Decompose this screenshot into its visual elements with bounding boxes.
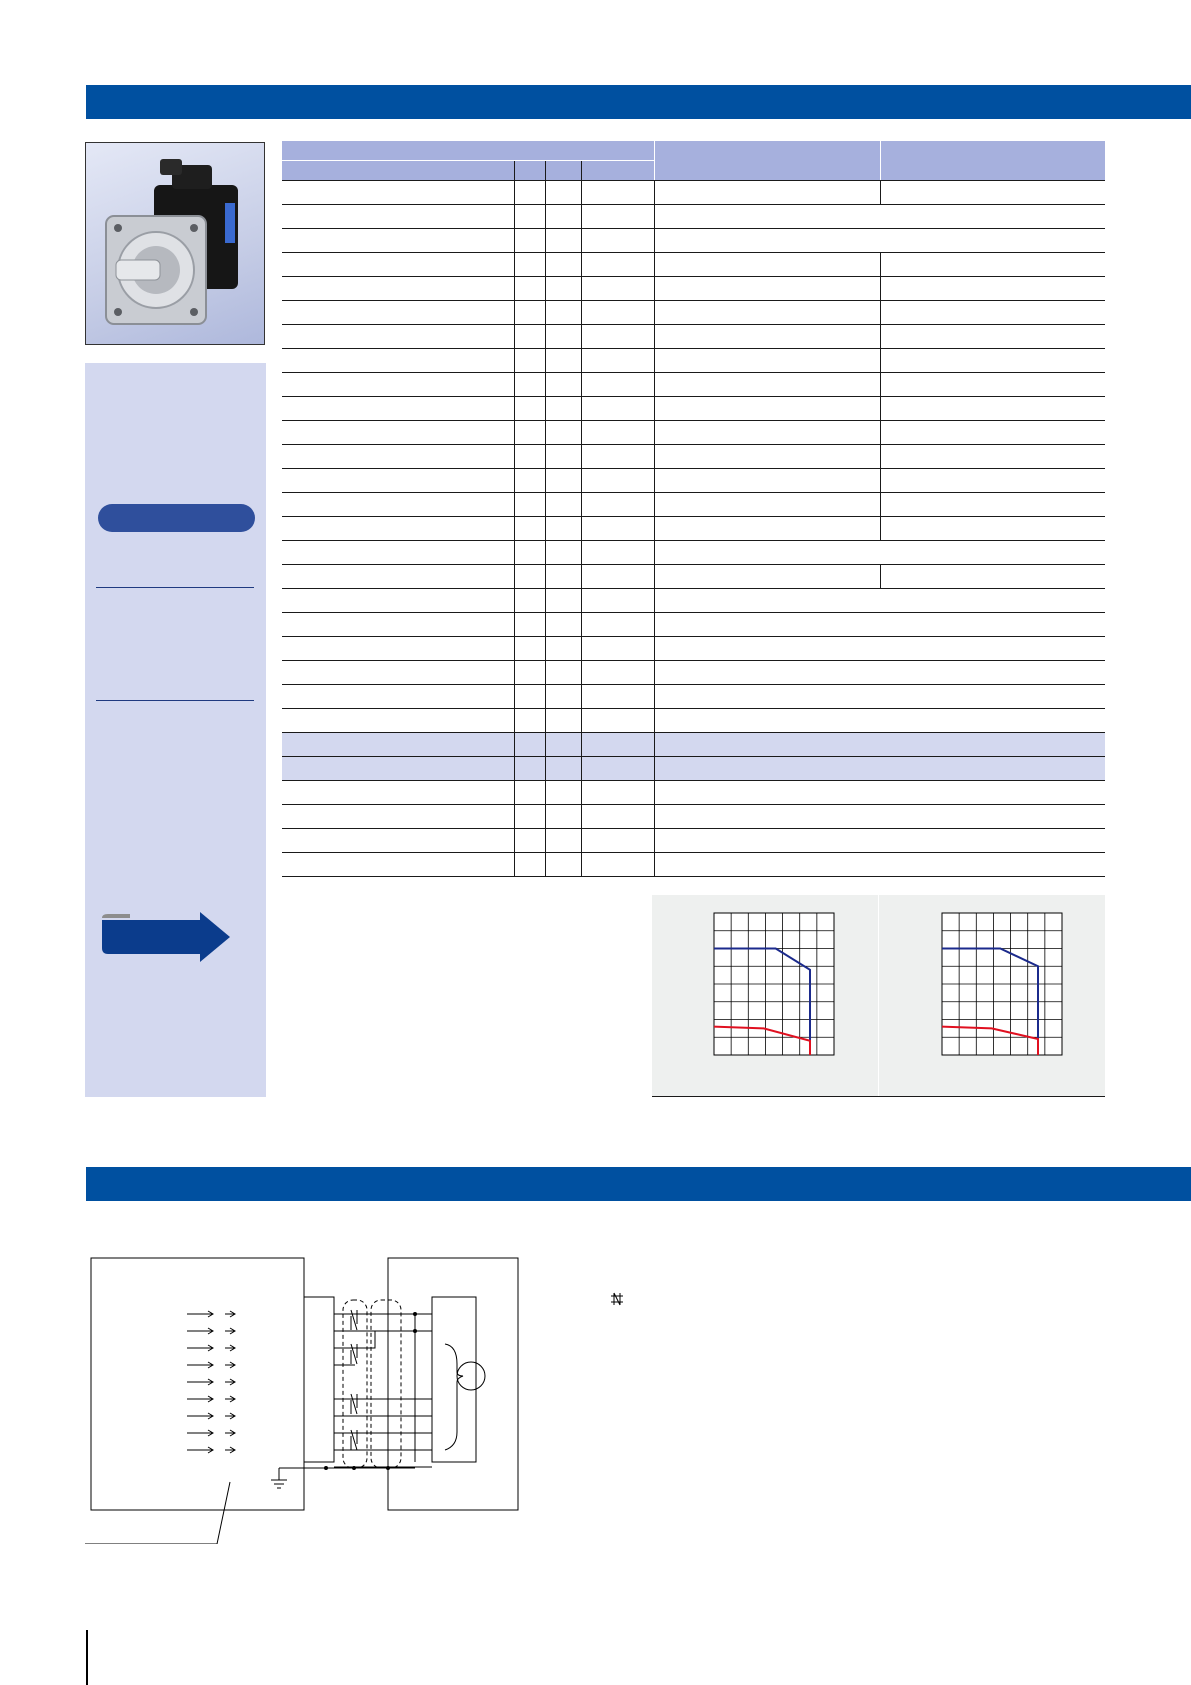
torque-speed-chart-2: [941, 912, 1063, 1056]
terminal-block: [304, 1297, 334, 1462]
table-subheader-row: [282, 757, 1105, 781]
table-row: [282, 685, 1105, 709]
motor-box: [388, 1258, 518, 1510]
section-header-band-wiring: [86, 1167, 1191, 1201]
table-row: [282, 565, 1105, 589]
table-row: [282, 853, 1105, 877]
leader-line: [85, 1482, 230, 1544]
table-row: [282, 445, 1105, 469]
table-row: [282, 829, 1105, 853]
side-panel: [85, 363, 266, 1097]
table-row: [282, 709, 1105, 733]
table-row: [282, 493, 1105, 517]
wiring-diagram: [85, 1254, 1105, 1549]
table-row: [282, 229, 1105, 253]
shield-lines: [343, 1300, 401, 1468]
signal-arrows: [187, 1311, 235, 1453]
table-row: [282, 181, 1105, 205]
torque-speed-chart-1: [713, 912, 835, 1056]
table-row: [282, 541, 1105, 565]
signal-wires: [307, 1314, 463, 1468]
controller-box: [91, 1258, 304, 1510]
table-row: [282, 589, 1105, 613]
table-row: [282, 301, 1105, 325]
twisted-pair-legend-icon: [611, 1293, 623, 1305]
table-row: [282, 637, 1105, 661]
specification-table: [282, 141, 1105, 877]
page-edge-rule: [86, 1630, 88, 1685]
table-row: [282, 325, 1105, 349]
table-row: [282, 805, 1105, 829]
torque-chart-panel: [652, 895, 1105, 1097]
table-row: [282, 397, 1105, 421]
table-row: [282, 253, 1105, 277]
table-row: [282, 205, 1105, 229]
right-arrow-icon: [100, 912, 230, 962]
product-photo-frame: [85, 142, 265, 345]
motor-terminal: [432, 1297, 476, 1462]
table-row: [282, 277, 1105, 301]
tab-pill[interactable]: [98, 504, 255, 532]
table-subheader-row: [282, 733, 1105, 757]
table-row: [282, 469, 1105, 493]
chart-separator: [878, 895, 879, 1096]
table-row: [282, 349, 1105, 373]
table-row: [282, 781, 1105, 805]
ground-icon: [271, 1468, 307, 1488]
section-header-band-specifications: [86, 85, 1191, 119]
table-row: [282, 517, 1105, 541]
side-panel-divider-1: [96, 587, 254, 588]
side-panel-divider-2: [96, 700, 254, 701]
table-row: [282, 661, 1105, 685]
table-row: [282, 373, 1105, 397]
servo-motor-photo: [86, 143, 264, 344]
table-row: [282, 613, 1105, 637]
table-header-row: [282, 141, 1105, 161]
table-row: [282, 421, 1105, 445]
